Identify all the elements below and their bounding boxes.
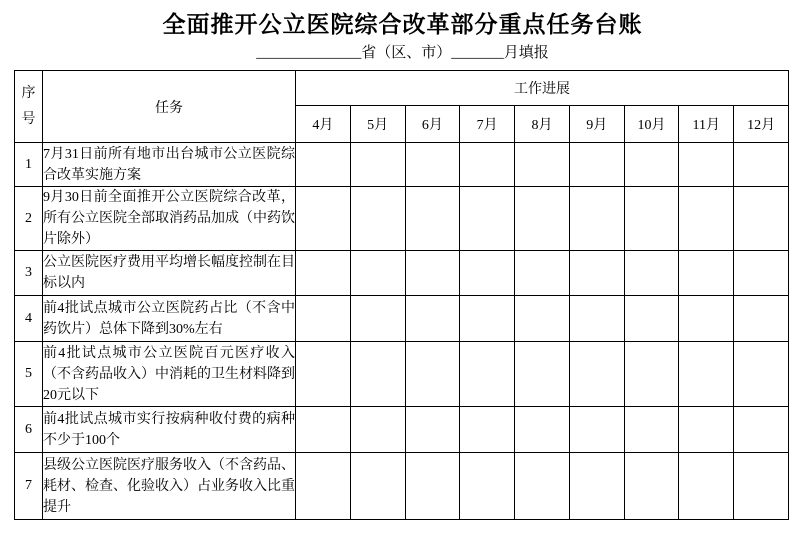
header-progress: 工作进展 [296, 71, 789, 106]
progress-cell [734, 407, 789, 453]
progress-cell [569, 407, 624, 453]
progress-cell [350, 251, 405, 296]
progress-cell [405, 187, 460, 251]
header-month: 10月 [624, 106, 679, 143]
subtitle-line [0, 43, 805, 63]
task-cell: 7月31日前所有地市出台城市公立医院综合改革实施方案 [43, 143, 296, 187]
progress-cell [460, 453, 515, 520]
progress-cell [460, 251, 515, 296]
progress-cell [569, 143, 624, 187]
progress-cell [460, 143, 515, 187]
progress-cell [515, 453, 570, 520]
page-title: 全面推开公立医院综合改革部分重点任务台账 [162, 12, 643, 37]
table-row [15, 143, 789, 187]
task-ledger-table [14, 70, 789, 520]
progress-cell [460, 187, 515, 251]
task-cell: 县级公立医院医疗服务收入（不含药品、耗材、检查、化验收入）占业务收入比重提升 [43, 453, 296, 520]
progress-cell [460, 296, 515, 342]
task-cell: 公立医院医疗费用平均增长幅度控制在目标以内 [43, 251, 296, 296]
progress-cell [296, 453, 351, 520]
progress-cell [734, 453, 789, 520]
progress-cell [296, 143, 351, 187]
progress-cell [350, 187, 405, 251]
progress-cell [515, 296, 570, 342]
header-month: 5月 [350, 106, 405, 143]
table-row [15, 453, 789, 520]
table-row [15, 407, 789, 453]
progress-cell [679, 251, 734, 296]
progress-cell [350, 407, 405, 453]
progress-cell [515, 342, 570, 407]
progress-cell [624, 453, 679, 520]
row-index: 1 [15, 143, 43, 187]
progress-cell [350, 453, 405, 520]
progress-cell [624, 187, 679, 251]
progress-cell [460, 407, 515, 453]
progress-cell [734, 187, 789, 251]
progress-cell [460, 342, 515, 407]
progress-cell [624, 296, 679, 342]
row-index: 2 [15, 187, 43, 251]
progress-cell [734, 296, 789, 342]
progress-cell [296, 251, 351, 296]
row-index: 4 [15, 296, 43, 342]
progress-cell [296, 407, 351, 453]
header-month: 6月 [405, 106, 460, 143]
progress-cell [296, 342, 351, 407]
progress-cell [405, 296, 460, 342]
progress-cell [624, 342, 679, 407]
progress-cell [624, 407, 679, 453]
progress-cell [679, 187, 734, 251]
table-row [15, 251, 789, 296]
progress-cell [405, 453, 460, 520]
progress-cell [405, 143, 460, 187]
progress-cell [515, 407, 570, 453]
table-row [15, 187, 789, 251]
header-task: 任务 [43, 71, 296, 143]
progress-cell [679, 143, 734, 187]
progress-cell [515, 251, 570, 296]
progress-cell [569, 251, 624, 296]
progress-cell [624, 251, 679, 296]
header-row-top [15, 71, 789, 106]
row-index: 5 [15, 342, 43, 407]
header-month: 9月 [569, 106, 624, 143]
progress-cell [569, 342, 624, 407]
month-label: 月填报 [503, 45, 549, 61]
row-index: 7 [15, 453, 43, 520]
table-row [15, 342, 789, 407]
progress-cell [734, 342, 789, 407]
progress-cell [679, 296, 734, 342]
progress-cell [515, 143, 570, 187]
progress-cell [679, 453, 734, 520]
header-month: 7月 [460, 106, 515, 143]
task-cell: 9月30日前全面推开公立医院综合改革，所有公立医院全部取消药品加成（中药饮片除外） [43, 187, 296, 251]
table-row [15, 296, 789, 342]
header-month: 4月 [296, 106, 351, 143]
progress-cell [350, 296, 405, 342]
progress-cell [569, 187, 624, 251]
header-month: 11月 [679, 106, 734, 143]
row-index: 6 [15, 407, 43, 453]
task-cell: 前4批试点城市公立医院百元医疗收入（不含药品收入）中消耗的卫生材料降到20元以下 [43, 342, 296, 407]
progress-cell [569, 296, 624, 342]
progress-cell [296, 296, 351, 342]
task-cell: 前4批试点城市公立医院药占比（不含中药饮片）总体下降到30%左右 [43, 296, 296, 342]
row-index: 3 [15, 251, 43, 296]
progress-cell [624, 143, 679, 187]
progress-cell [350, 143, 405, 187]
progress-cell [569, 453, 624, 520]
progress-cell [734, 251, 789, 296]
progress-cell [350, 342, 405, 407]
progress-cell [679, 407, 734, 453]
progress-cell [296, 187, 351, 251]
province-blank-field: ______________ [256, 45, 362, 61]
province-label: 省（区、市） [361, 45, 452, 61]
month-blank-field: _______ [451, 45, 504, 61]
progress-cell [405, 251, 460, 296]
header-index: 序号 [15, 71, 43, 143]
progress-cell [405, 407, 460, 453]
header-month: 12月 [734, 106, 789, 143]
progress-cell [515, 187, 570, 251]
progress-cell [405, 342, 460, 407]
progress-cell [734, 143, 789, 187]
task-cell: 前4批试点城市实行按病种收付费的病种不少于100个 [43, 407, 296, 453]
header-month: 8月 [515, 106, 570, 143]
document-page [0, 10, 805, 538]
progress-cell [679, 342, 734, 407]
